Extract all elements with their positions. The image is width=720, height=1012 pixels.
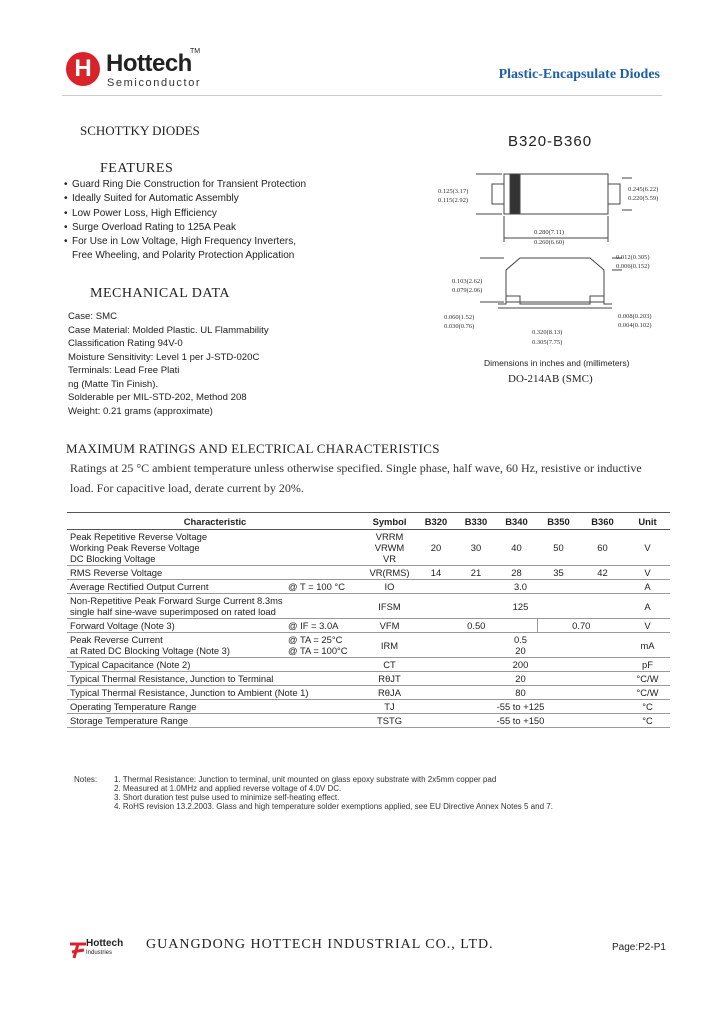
table-header-row xyxy=(67,513,670,530)
cell-unit: °C/W xyxy=(625,672,670,686)
mechanical-heading: MECHANICAL DATA xyxy=(90,286,231,301)
cell-unit: A xyxy=(625,580,670,594)
table-header: B330 xyxy=(456,513,496,530)
brand-trademark: TM xyxy=(190,48,201,55)
cell-value: 0.70 xyxy=(537,619,625,633)
cell-unit: V xyxy=(625,530,670,566)
header-divider xyxy=(62,95,662,96)
cell-value: 42 xyxy=(580,566,625,580)
brand-logo-icon: H xyxy=(66,52,100,86)
cell-characteristic: Typical Thermal Resistance, Junction to Ambient (Note 1) xyxy=(67,686,363,700)
cell-unit: °C xyxy=(625,700,670,714)
cell-text: @ TA = 25°C xyxy=(288,634,343,645)
note-item: 3. Short duration test pulse used to minimize self-heating effect. xyxy=(114,793,340,802)
cell-unit: pF xyxy=(625,658,670,672)
mech-line: ng (Matte Tin Finish). xyxy=(68,378,159,390)
mech-line: Moisture Sensitivity: Level 1 per J-STD-020C xyxy=(68,351,260,363)
part-number: B320-B360 xyxy=(508,133,593,150)
cell-value: 80 xyxy=(416,686,625,700)
dim-label: 0.004(0.102) xyxy=(618,322,652,329)
table-header: B350 xyxy=(537,513,580,530)
cell-text: VR xyxy=(382,553,397,564)
dim-label: 0.060(1.52) xyxy=(444,314,475,321)
table-row xyxy=(67,594,670,619)
cell-characteristic xyxy=(67,594,363,619)
cell-value: 20 xyxy=(416,672,625,686)
features-list xyxy=(64,178,306,264)
cell-text: VRWM xyxy=(374,542,405,553)
cell-text: DC Blocking Voltage xyxy=(70,553,156,564)
table-header: Symbol xyxy=(363,513,416,530)
cell-text: 0.5 xyxy=(513,634,528,645)
dim-label: 0.280(7.11) xyxy=(534,229,565,236)
cell-characteristic: Forward Voltage (Note 3) xyxy=(67,619,285,633)
product-type: SCHOTTKY DIODES xyxy=(80,123,200,138)
cell-characteristic: Operating Temperature Range xyxy=(67,700,363,714)
cell-symbol: VFM xyxy=(363,619,416,633)
table-row xyxy=(67,530,670,566)
cell-text: 20 xyxy=(515,645,526,656)
feature-item: • Surge Overload Rating to 125A Peak xyxy=(64,221,306,235)
mechanical-data xyxy=(68,310,269,418)
document-category: Plastic-Encapsulate Diodes xyxy=(498,67,660,82)
dim-label: 0.008(0.203) xyxy=(618,313,652,320)
package-side-body xyxy=(506,258,604,302)
cell-value: 125 xyxy=(416,594,625,619)
feature-item: • For Use in Low Voltage, High Frequency Inverters, xyxy=(64,235,306,249)
dim-label: 0.245(6.22) xyxy=(628,186,659,193)
note-item: 4. RoHS revision 13.2.2003. Glass and high temperature solder exemptions applied, see EU Directive Annex Notes 5 and 7. xyxy=(114,802,553,811)
cell-value: 28 xyxy=(496,566,537,580)
brand-subtitle: Semiconductor xyxy=(107,77,202,89)
cell-condition: @ IF = 3.0A xyxy=(285,619,363,633)
table-header: B340 xyxy=(496,513,537,530)
table-header: B360 xyxy=(580,513,625,530)
footer-logo-icon xyxy=(68,940,88,960)
cell-unit: V xyxy=(625,566,670,580)
dim-label: 0.305(7.75) xyxy=(532,339,563,346)
cell-value: 20 xyxy=(416,530,456,566)
dim-label: 0.260(6.60) xyxy=(534,239,565,246)
cell-symbol: CT xyxy=(363,658,416,672)
dim-label: 0.103(2.62) xyxy=(452,278,483,285)
cell-symbol: RθJA xyxy=(363,686,416,700)
cell-value: -55 to +125 xyxy=(416,700,625,714)
features-heading: FEATURES xyxy=(100,161,174,176)
footer-logo-sub: Industries xyxy=(86,950,113,956)
cell-symbol: VR(RMS) xyxy=(363,566,416,580)
cell-value: 60 xyxy=(580,530,625,566)
cell-condition: @ T = 100 °C xyxy=(285,580,363,594)
table-row xyxy=(67,686,670,700)
cell-condition xyxy=(285,633,363,658)
cell-value: 21 xyxy=(456,566,496,580)
cell-symbol: IRM xyxy=(363,633,416,658)
cell-value: -55 to +150 xyxy=(416,714,625,728)
table-header: B320 xyxy=(416,513,456,530)
cell-characteristic: Typical Thermal Resistance, Junction to Terminal xyxy=(67,672,363,686)
page-number: Page:P2-P1 xyxy=(612,942,666,953)
cell-text: single half sine-wave superimposed on rated load xyxy=(70,606,276,617)
cell-value: 0.50 xyxy=(416,619,537,633)
dim-label: 0.220(5.59) xyxy=(628,195,659,202)
cell-value: 50 xyxy=(537,530,580,566)
cell-unit: °C/W xyxy=(625,686,670,700)
cell-value: 40 xyxy=(496,530,537,566)
cell-symbol: IFSM xyxy=(363,594,416,619)
cell-value xyxy=(416,633,625,658)
cell-characteristic: Storage Temperature Range xyxy=(67,714,363,728)
table-row xyxy=(67,700,670,714)
cell-value: 200 xyxy=(416,658,625,672)
cell-symbol: TSTG xyxy=(363,714,416,728)
cell-unit: mA xyxy=(625,633,670,658)
cell-characteristic: RMS Reverse Voltage xyxy=(67,566,363,580)
cell-unit: V xyxy=(625,619,670,633)
table-header: Unit xyxy=(625,513,670,530)
cell-symbol: RθJT xyxy=(363,672,416,686)
feature-item: • Guard Ring Die Construction for Transient Protection xyxy=(64,178,306,192)
cell-symbol: IO xyxy=(363,580,416,594)
footer-company: GUANGDONG HOTTECH INDUSTRIAL CO., LTD. xyxy=(146,937,494,952)
ratings-intro: Ratings at 25 °C ambient temperature unless otherwise specified. Single phase, half wave, 60 Hz, resistive or inductive load. For capacitive load, derate current by 20%. xyxy=(70,461,642,495)
ratings-heading: MAXIMUM RATINGS AND ELECTRICAL CHARACTERISTICS xyxy=(66,441,440,456)
brand-name: Hottech xyxy=(106,50,192,77)
table-row xyxy=(67,672,670,686)
cell-characteristic xyxy=(67,530,363,566)
notes-label: Notes: xyxy=(74,775,98,784)
cell-text: VRRM xyxy=(375,531,404,542)
cell-text: at Rated DC Blocking Voltage (Note 3) xyxy=(70,645,230,656)
dim-label: 0.125(3.17) xyxy=(438,188,469,195)
mech-line: Classification Rating 94V-0 xyxy=(68,338,183,349)
feature-item-continued: Free Wheeling, and Polarity Protection Application xyxy=(72,250,295,262)
dim-label: 0.006(0.152) xyxy=(616,263,650,270)
cell-text: Peak Repetitive Reverse Voltage xyxy=(70,531,208,542)
cell-value: 30 xyxy=(456,530,496,566)
dim-label: 0.079(2.06) xyxy=(452,287,483,294)
dim-label: 0.012(0.305) xyxy=(616,254,650,261)
dim-label: 0.030(0.76) xyxy=(444,323,475,330)
table-header: Characteristic xyxy=(67,513,363,530)
ratings-table xyxy=(67,512,670,728)
cell-symbol: TJ xyxy=(363,700,416,714)
cell-unit: A xyxy=(625,594,670,619)
top-lead-left xyxy=(492,184,504,204)
note-item: 2. Measured at 1.0MHz and applied reverse voltage of 4.0V DC. xyxy=(114,784,342,793)
dim-label: 0.320(8.13) xyxy=(532,329,563,336)
mech-line: Solderable per MIL-STD-202, Method 208 xyxy=(68,392,247,403)
dimensions-caption: Dimensions in inches and (millimeters) xyxy=(484,358,630,368)
mech-line: Terminals: Lead Free Plati xyxy=(68,365,180,376)
table-row xyxy=(67,619,670,633)
mech-line: Weight: 0.21 grams (approximate) xyxy=(68,405,213,417)
cell-text: Non-Repetitive Peak Forward Surge Current 8.3ms xyxy=(70,595,283,606)
cell-text: Working Peak Reverse Voltage xyxy=(70,542,200,553)
package-outline-drawing xyxy=(436,152,672,352)
table-row xyxy=(67,714,670,728)
cell-characteristic xyxy=(67,633,285,658)
mech-line: Case: SMC xyxy=(68,311,118,322)
table-row xyxy=(67,658,670,672)
cell-characteristic: Typical Capacitance (Note 2) xyxy=(67,658,363,672)
feature-item: • Low Power Loss, High Efficiency xyxy=(64,207,306,221)
cell-characteristic: Average Rectified Output Current xyxy=(67,580,285,594)
dim-label: 0.115(2.92) xyxy=(438,197,469,204)
cell-text: Peak Reverse Current xyxy=(70,634,163,645)
feature-item: • Ideally Suited for Automatic Assembly xyxy=(64,192,306,206)
mech-line: Case Material: Molded Plastic. UL Flammability xyxy=(68,324,269,336)
table-row xyxy=(67,633,670,658)
cell-text: @ TA = 100°C xyxy=(288,645,348,656)
cell-value: 14 xyxy=(416,566,456,580)
footer-logo-text: Hottech xyxy=(86,938,124,949)
cell-value: 35 xyxy=(537,566,580,580)
package-name: DO-214AB (SMC) xyxy=(508,373,593,385)
cell-unit: °C xyxy=(625,714,670,728)
cathode-band xyxy=(510,174,520,214)
cell-symbol xyxy=(363,530,416,566)
table-row xyxy=(67,566,670,580)
table-row xyxy=(67,580,670,594)
cell-value: 3.0 xyxy=(416,580,625,594)
note-item: 1. Thermal Resistance: Junction to terminal, unit mounted on glass epoxy substrate with 2x5mm copper pad xyxy=(114,775,497,784)
top-lead-right xyxy=(608,184,620,204)
package-side-leads xyxy=(498,296,612,304)
